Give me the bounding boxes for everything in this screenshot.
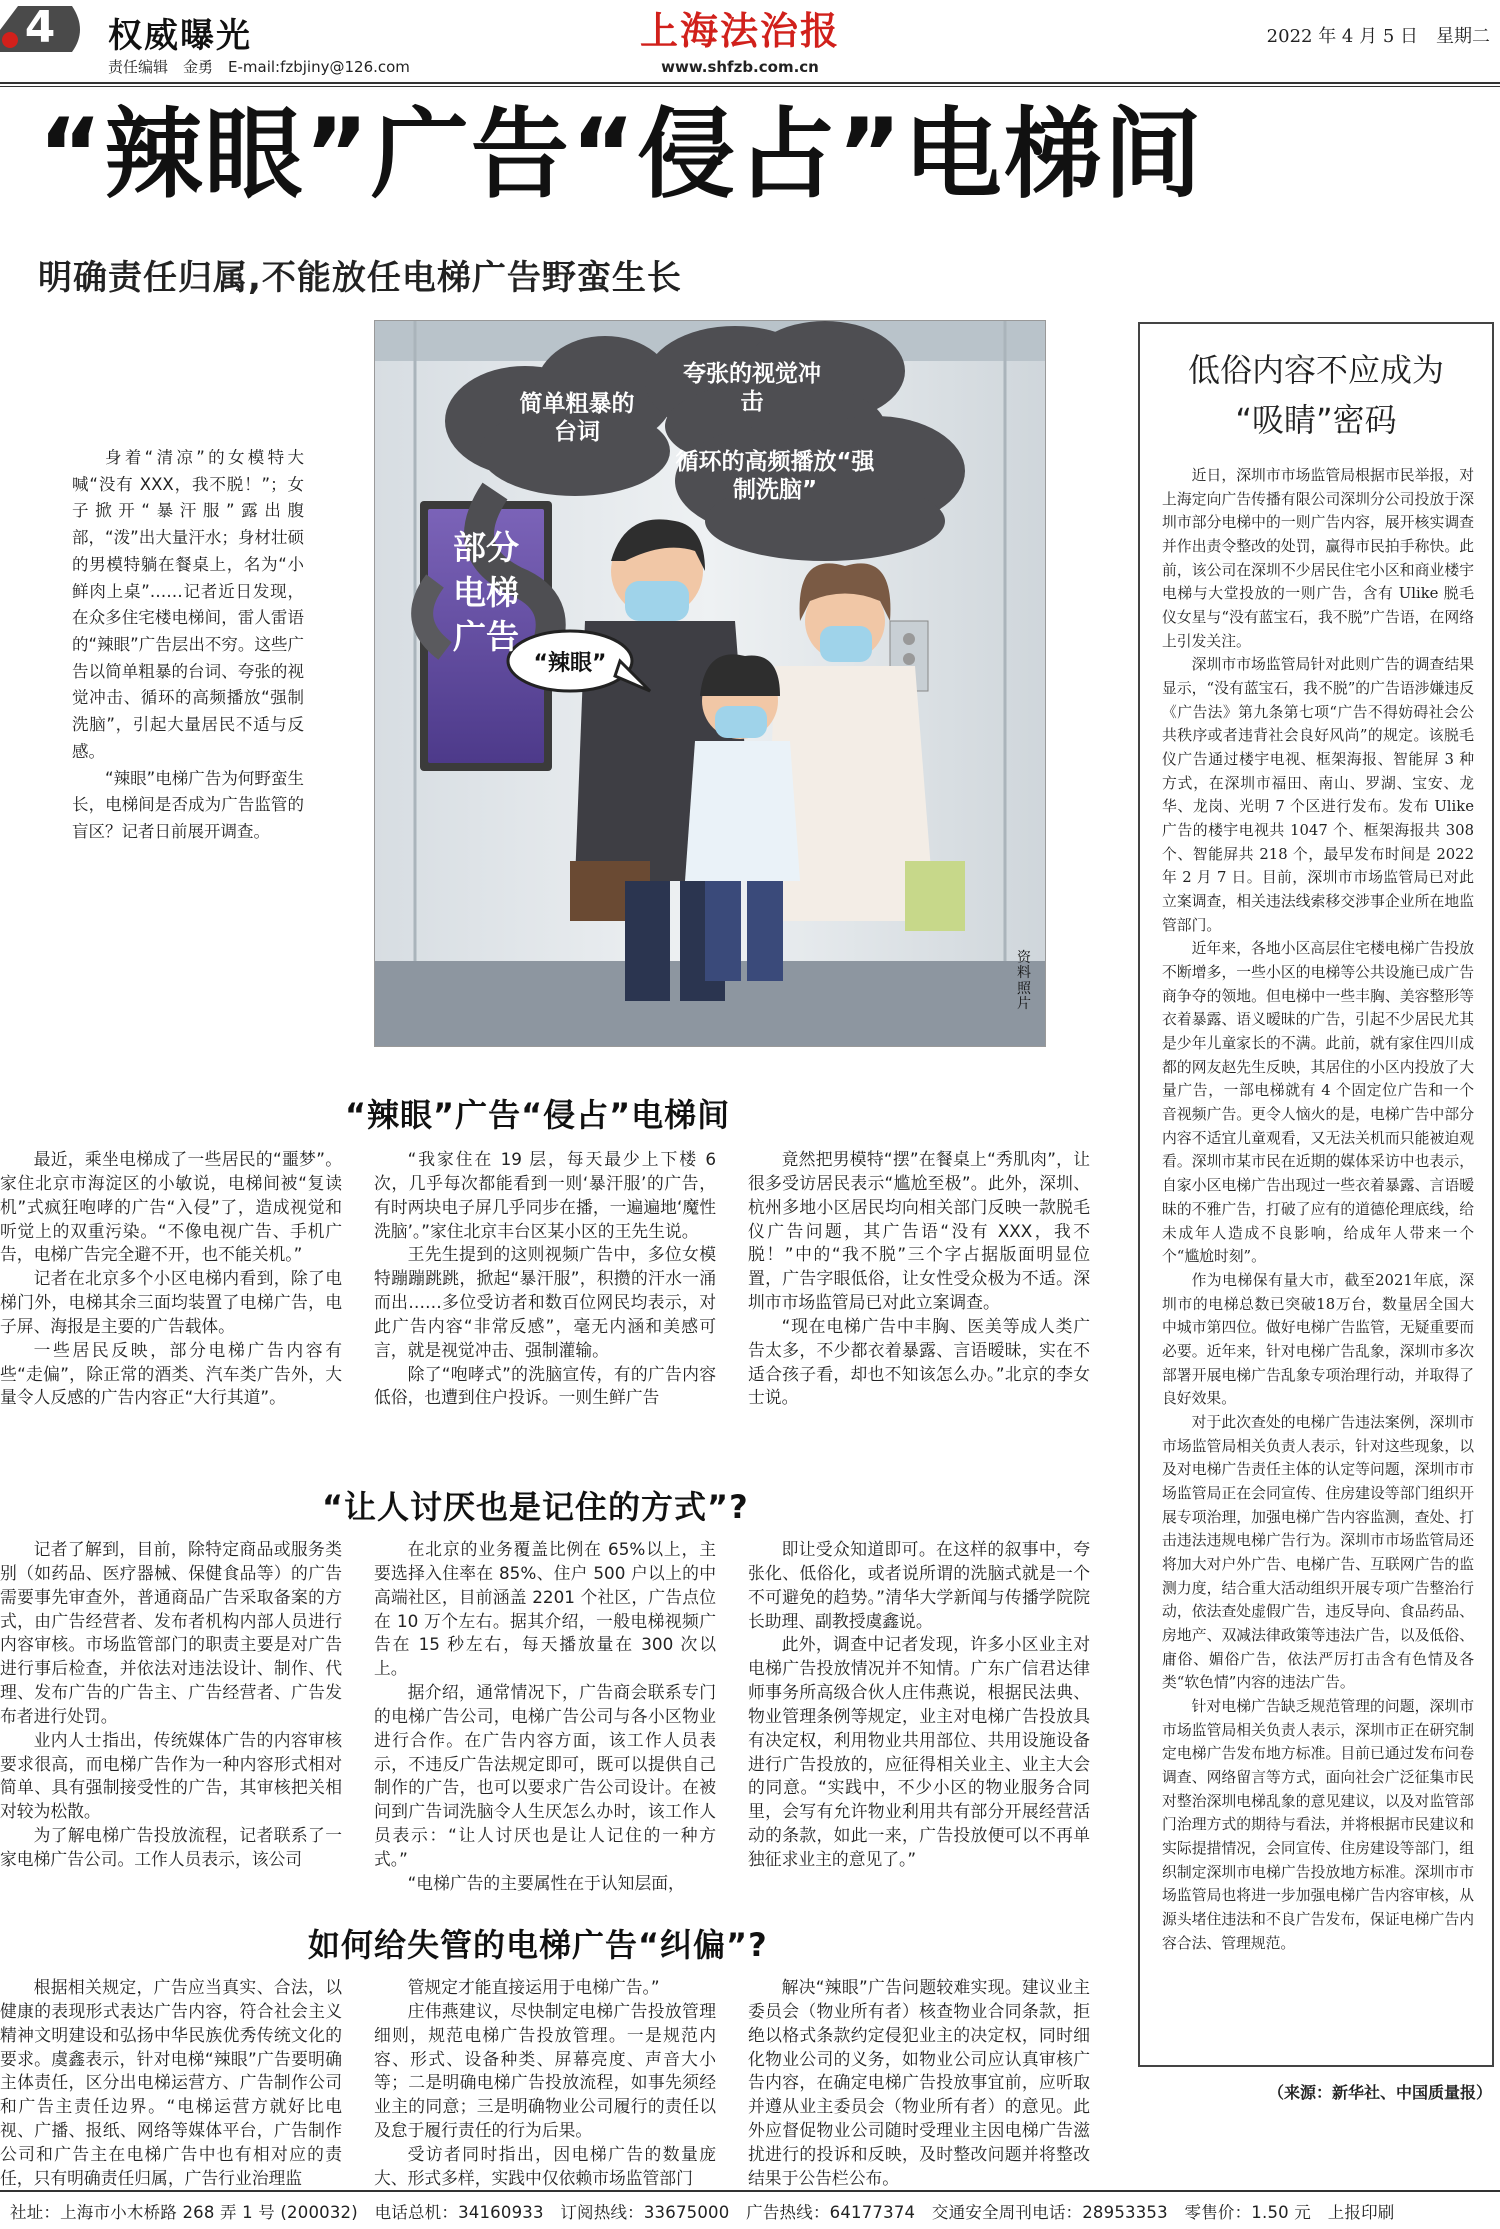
section-heading: “让人讨厌也是记住的方式”? <box>322 1488 749 1526</box>
lead-text <box>72 445 304 846</box>
sidebar-paragraph: 作为电梯保有量大市，截至2021年底，深圳市的电梯总数已突破18万台，数量居全国大中城市第四位。做好电梯广告监管，无疑重要而必要。近年来，针对电梯广告乱象，深圳市多次部署开展电梯广告乱象专项治理行动，并取得了良好效果。 <box>1162 1271 1474 1408</box>
page-number: 4 <box>24 2 56 53</box>
paragraph: 记者在北京多个小区电梯内看到，除了电梯门外，电梯其余三面均装置了电梯广告，电子屏、海报是主要的广告载体。 <box>0 1268 342 1336</box>
paragraph: 此外，调查中记者发现，许多小区业主对电梯广告投放情况并不知情。广东广信君达律师事务所高级合伙人庄伟燕说，根据民法典、物业管理条例等规定，业主对电梯广告投放具有决定权，利用物业共用部位、共用设施设备进行广告投放的，应征得相关业主、业主大会的同意。“实践中，不少小区的物业服务合同里，会写有允许物业利用共有部分开展经营活动的条款，如此一来，广告投放便可以不再单独征求业主的意见了。” <box>748 1634 1090 1869</box>
commentary-sidebar <box>1138 322 1494 2067</box>
sidebar-title-line: 低俗内容不应成为 <box>1187 351 1444 389</box>
paragraph: 管规定才能直接运用于电梯广告。” <box>407 1977 660 1997</box>
section-title: 权威曝光 <box>108 16 252 56</box>
paragraph: “电梯广告的主要属性在于认知层面， <box>407 1872 685 1893</box>
cartoon-illustration <box>374 320 1046 1047</box>
sidebar-paragraph: 近日，深圳市市场监管局根据市民举报，对上海定向广告传播有限公司深圳分公司投放于深圳市部分电梯中的一则广告内容，展开核实调查并作出责令整改的处罚，赢得市民拍手称快。此前，该公司在深圳不少居民住宅小区和商业楼宇电梯与大堂投放的一则广告，含有 Ulike 脱毛仪女星与“没有蓝宝石，我不脱”广告语，在网络上引发关注。 <box>1162 467 1474 650</box>
bubble-text: “辣眼” <box>533 651 607 676</box>
text-column <box>748 1976 1090 2191</box>
footer-info: 社址：上海市小木桥路 268 弄 1 号 (200032) 电话总机：34160933 订阅热线：33675000 广告热线：64177374 交通安全周刊电话：28953353 零售价：1.50 元 上报印刷 <box>10 2203 1395 2222</box>
text-column <box>0 1148 342 1410</box>
footer-rule <box>0 2190 1500 2192</box>
paragraph: “现在电梯广告中丰胸、医美等成人类广告太多，不少都衣着暴露、言语暧昧，实在不适合孩子看，却也不知该怎么办。”北京的李女士说。 <box>748 1315 1090 1408</box>
paragraph: “我家住在 19 层，每天最少上下楼 6 次，几乎每次都能看到一则‘暴汗服’的广告，有时两块电子屏几乎同步在播，一遍遍地‘魔性洗脑’。”家住北京丰台区某小区的王先生说。 <box>374 1149 716 1241</box>
headline: “辣眼”广告“侵占”电梯间 <box>38 98 1204 212</box>
masthead-logo: 上海法治报 <box>639 8 840 53</box>
header-rule <box>0 82 1500 84</box>
sidebar-title-line: “吸睛”密码 <box>1235 400 1397 439</box>
editor-line: 责任编辑 金勇 E-mail:fzbjiny@126.com <box>108 58 410 76</box>
photo-credit: 资料照片 <box>1017 950 1031 1013</box>
paragraph: 即让受众知道即可。在这样的叙事中，夸张化、低俗化，或者说所谓的洗脑式就是一个不可避免的趋势。”清华大学新闻与传播学院院长助理、副教授虞鑫说。 <box>748 1539 1090 1631</box>
paragraph: 在北京的业务覆盖比例在 65%以上，主要选择入住率在 85%、住户 500 户以上的中高端社区，目前涵盖 2201 个社区，广告点位在 10 万个左右。据其介绍，一般电梯视频广告在 15 秒左右，每天播放量在 300 次以上。 <box>374 1539 716 1679</box>
paragraph: 除了“咆哮式”的洗脑宣传，有的广告内容低俗，也遭到住户投诉。一则生鲜广告 <box>374 1363 716 1408</box>
subheadline: 明确责任归属,不能放任电梯广告野蛮生长 <box>38 258 682 298</box>
section-heading: 如何给失管的电梯广告“纠偏”? <box>308 1926 768 1964</box>
paragraph: 解决“辣眼”广告问题较难实现。建议业主委员会（物业所有者）核查物业合同条款，拒绝以格式条款约定侵犯业主的决定权，同时细化物业公司的义务，如物业公司应认真审核广告内容，在确定电梯广告投放事宜前，应听取并遵从业主委员会（物业所有者）的意见。此外应督促物业公司随时受理业主因电梯广告滋扰进行的投诉和反映，及时整改问题并将整改结果于公告栏公布。 <box>748 1977 1090 2188</box>
screen-text: 部分电梯广告 <box>453 528 519 657</box>
header-rule-thin <box>0 86 1500 87</box>
sidebar-paragraph: 对于此次查处的电梯广告违法案例，深圳市市场监管局相关负责人表示，针对这些现象，以及对电梯广告责任主体的认定等问题，深圳市市场监管局正在会同宣传、住房建设等部门组织开展专项治理，加强电梯广告内容监测，查处、打击违法违规电梯广告行为。深圳市市场监管局还将加大对户外广告、电梯广告、互联网广告的监测力度，结合重大活动组织开展专项广告整治行动，依法查处虚假广告，违反导向、食品药品、房地产、双减法律政策等违法广告，以及低俗、庸俗、媚俗广告，依法严厉打击含有色情及各类“软色情”内容的违法广告。 <box>1162 1413 1474 1692</box>
text-column <box>374 1976 716 2191</box>
paragraph: 受访者同时指出，因电梯广告的数量庞大、形式多样，实践中仅依赖市场监管部门 <box>374 2143 716 2188</box>
text-column <box>748 1538 1090 1872</box>
paragraph: 一些居民反映，部分电梯广告内容有些“走偏”，除正常的酒类、汽车类广告外，大量令人反感的广告内容正“大行其道”。 <box>0 1339 342 1408</box>
paragraph: 王先生提到的这则视频广告中，多位女模特蹦蹦跳跳，掀起“暴汗服”，积攒的汗水一涌而出……多位受访者和数百位网民均表示，对此广告内容“非常反感”，毫无内涵和美感可言，就是视觉冲击、强制灌输。 <box>374 1244 716 1360</box>
text-column <box>0 1976 342 2191</box>
sidebar-paragraph: 深圳市市场监管局针对此则广告的调查结果显示，“没有蓝宝石，我不脱”的广告语涉嫌违反《广告法》第九条第七项“广告不得妨碍社会公共秩序或者违背社会良好风尚”的规定。该脱毛仪广告通过楼宇电视、框架海报、智能屏 3 种方式，在深圳市福田、南山、罗湖、宝安、龙华、龙岗、光明 7 个区进行发布。发布 Ulike 广告的楼宇电视共 1047 个、框架海报共 308 个、智能屏共 218 个，最早发布时间是 2022 年 2 月 7 日。目前，深圳市市场监管局已对此立案调查，相关违法线索移交涉事企业所在地监管部门。 <box>1162 656 1474 934</box>
paragraph: 记者了解到，目前，除特定商品或服务类别（如药品、医疗器械、保健食品等）的广告需要事先审查外，普通商品广告采取备案的方式，由广告经营者、发布者机构内部人员进行内容审核。市场监管部门的职责主要是对广告进行事后检查，并依法对违法设计、制作、代理、发布广告的广告主、广告经营者、广告发布者进行处罚。 <box>0 1539 342 1726</box>
sidebar-paragraph: 针对电梯广告缺乏规范管理的问题，深圳市市场监管局相关负责人表示，深圳市正在研究制定电梯广告发布地方标准。目前已通过发布问卷调查、网络留言等方式，面向社会广泛征集市民对整治深圳电梯乱象的意见建议，以及对监管部门治理方式的期待与看法，并将根据市民建议和实际提措情况，会同宣传、住房建设等部门，组织制定深圳市电梯广告投放地方标准。深圳市市场监管局也将进一步加强电梯广告内容审核，从源头堵住违法和不良广告发布，保证电梯广告内容合法、管理规范。 <box>1162 1697 1474 1952</box>
text-column <box>0 1538 342 1872</box>
text-column <box>748 1148 1090 1410</box>
cartoon-artwork <box>375 321 1045 1046</box>
text-column <box>374 1148 716 1410</box>
text-column <box>374 1538 716 1896</box>
section-heading: “辣眼”广告“侵占”电梯间 <box>345 1096 731 1134</box>
paragraph: 竟然把男模特“摆”在餐桌上“秀肌肉”，让很多受访居民表示“尴尬至极”。此外，深圳、杭州多地小区居民均向相关部门反映一款脱毛仪广告问题，其广告语“没有 XXX，我不脱！”中的“我不脱”三个字占据版面明显位置，广告字眼低俗，让女性受众极为不适。深圳市市场监管局已对此立案调查。 <box>748 1149 1090 1313</box>
issue-date: 2022 年 4 月 5 日 星期二 <box>1266 26 1490 47</box>
paragraph: 为了解电梯广告投放流程，记者联系了一家电梯广告公司。工作人员表示，该公司 <box>0 1825 342 1869</box>
website-url[interactable]: www.shfzb.com.cn <box>661 58 819 76</box>
paragraph: 根据相关规定，广告应当真实、合法，以健康的表现形式表达广告内容，符合社会主义精神文明建设和弘扬中华民族优秀传统文化的要求。虞鑫表示，针对电梯“辣眼”广告要明确主体责任，区分出电梯运营方、广告制作公司和广告主责任边界。“电梯运营方就好比电视、广播、报纸、网络等媒体平台，广告制作公司和广告主在电梯广告中也有相对应的责任，只有明确责任归属，广告行业治理监 <box>0 1977 342 2188</box>
sidebar-body <box>1162 464 1474 1955</box>
sidebar-paragraph: 近年来，各地小区高层住宅楼电梯广告投放不断增多，一些小区的电梯等公共设施已成广告商争夺的领地。但电梯中一些丰胸、美容整形等衣着暴露、语义暧昧的广告，引起不少居民尤其是少年儿童家长的不满。此前，就有家住四川成都的网友赵先生反映，其居住的小区内投放了大量广告，一部电梯就有 4 个固定位广告和一个音视频广告。更令人恼火的是，电梯广告中部分内容不适宜儿童观看，又无法关机而只能被迫观看。深圳市某市民在近期的媒体采访中也表示，自家小区电梯广告出现过一些衣着暴露、言语暧昧的不雅广告，打破了应有的道德伦理底线，给未成年人造成不良影响，给成年人带来一个个“尴尬时刻”。 <box>1162 940 1474 1266</box>
cloud-label: 夸张的视觉冲击 <box>683 361 821 415</box>
cloud-label: 简单粗暴的台词 <box>519 391 635 445</box>
source-credit: （来源：新华社、中国质量报） <box>1267 2083 1492 2102</box>
paragraph: 庄伟燕建议，尽快制定电梯广告投放管理细则，规范电梯广告投放管理。一是规范内容、形式、设备种类、屏幕亮度、声音大小等；二是明确电梯广告投放流程，如事先须经业主的同意；三是明确物业公司履行的责任以及怠于履行责任的行为后果。 <box>374 2000 716 2141</box>
cloud-label: 循环的高频播放“强制洗脑” <box>675 449 875 503</box>
paragraph: 最近，乘坐电梯成了一些居民的“噩梦”。家住北京市海淀区的小敏说，电梯间被“复读机”式疯狂咆哮的广告“入侵”了，造成视觉和听觉上的双重污染。“不像电视广告、手机广告，电梯广告完全避不开，也不能关机。” <box>0 1149 342 1265</box>
lead-paragraph: “辣眼”电梯广告为何野蛮生长，电梯间是否成为广告监管的盲区？记者日前展开调查。 <box>72 768 304 842</box>
lead-paragraph: 身着“清凉”的女模特大喊“没有 XXX，我不脱！”；女子掀开“暴汗服”露出腹部，“泼”出大量汗水；身材壮硕的男模特躺在餐桌上，名为“小鲜肉上桌”……记者近日发现，在众多住宅楼电梯间，雷人雷语的“辣眼”广告层出不穷。这些广告以简单粗暴的台词、夸张的视觉冲击、循环的高频播放“强制洗脑”，引起大量居民不适与反感。 <box>72 448 304 761</box>
paragraph: 业内人士指出，传统媒体广告的内容审核要求很高，而电梯广告作为一种内容形式相对简单、具有强制接受性的广告，其审核把关相对较为松散。 <box>0 1729 342 1822</box>
sidebar-title <box>1140 346 1492 445</box>
paragraph: 据介绍，通常情况下，广告商会联系专门的电梯广告公司，电梯广告公司与各小区物业进行合作。在广告内容方面，该工作人员表示，不违反广告法规定即可，既可以提供自己制作的广告，也可以要求广告公司设计。在被问到广告词洗脑令人生厌怎么办时，该工作人员表示：“让人讨厌也是让人记住的一种方式。” <box>374 1682 716 1869</box>
